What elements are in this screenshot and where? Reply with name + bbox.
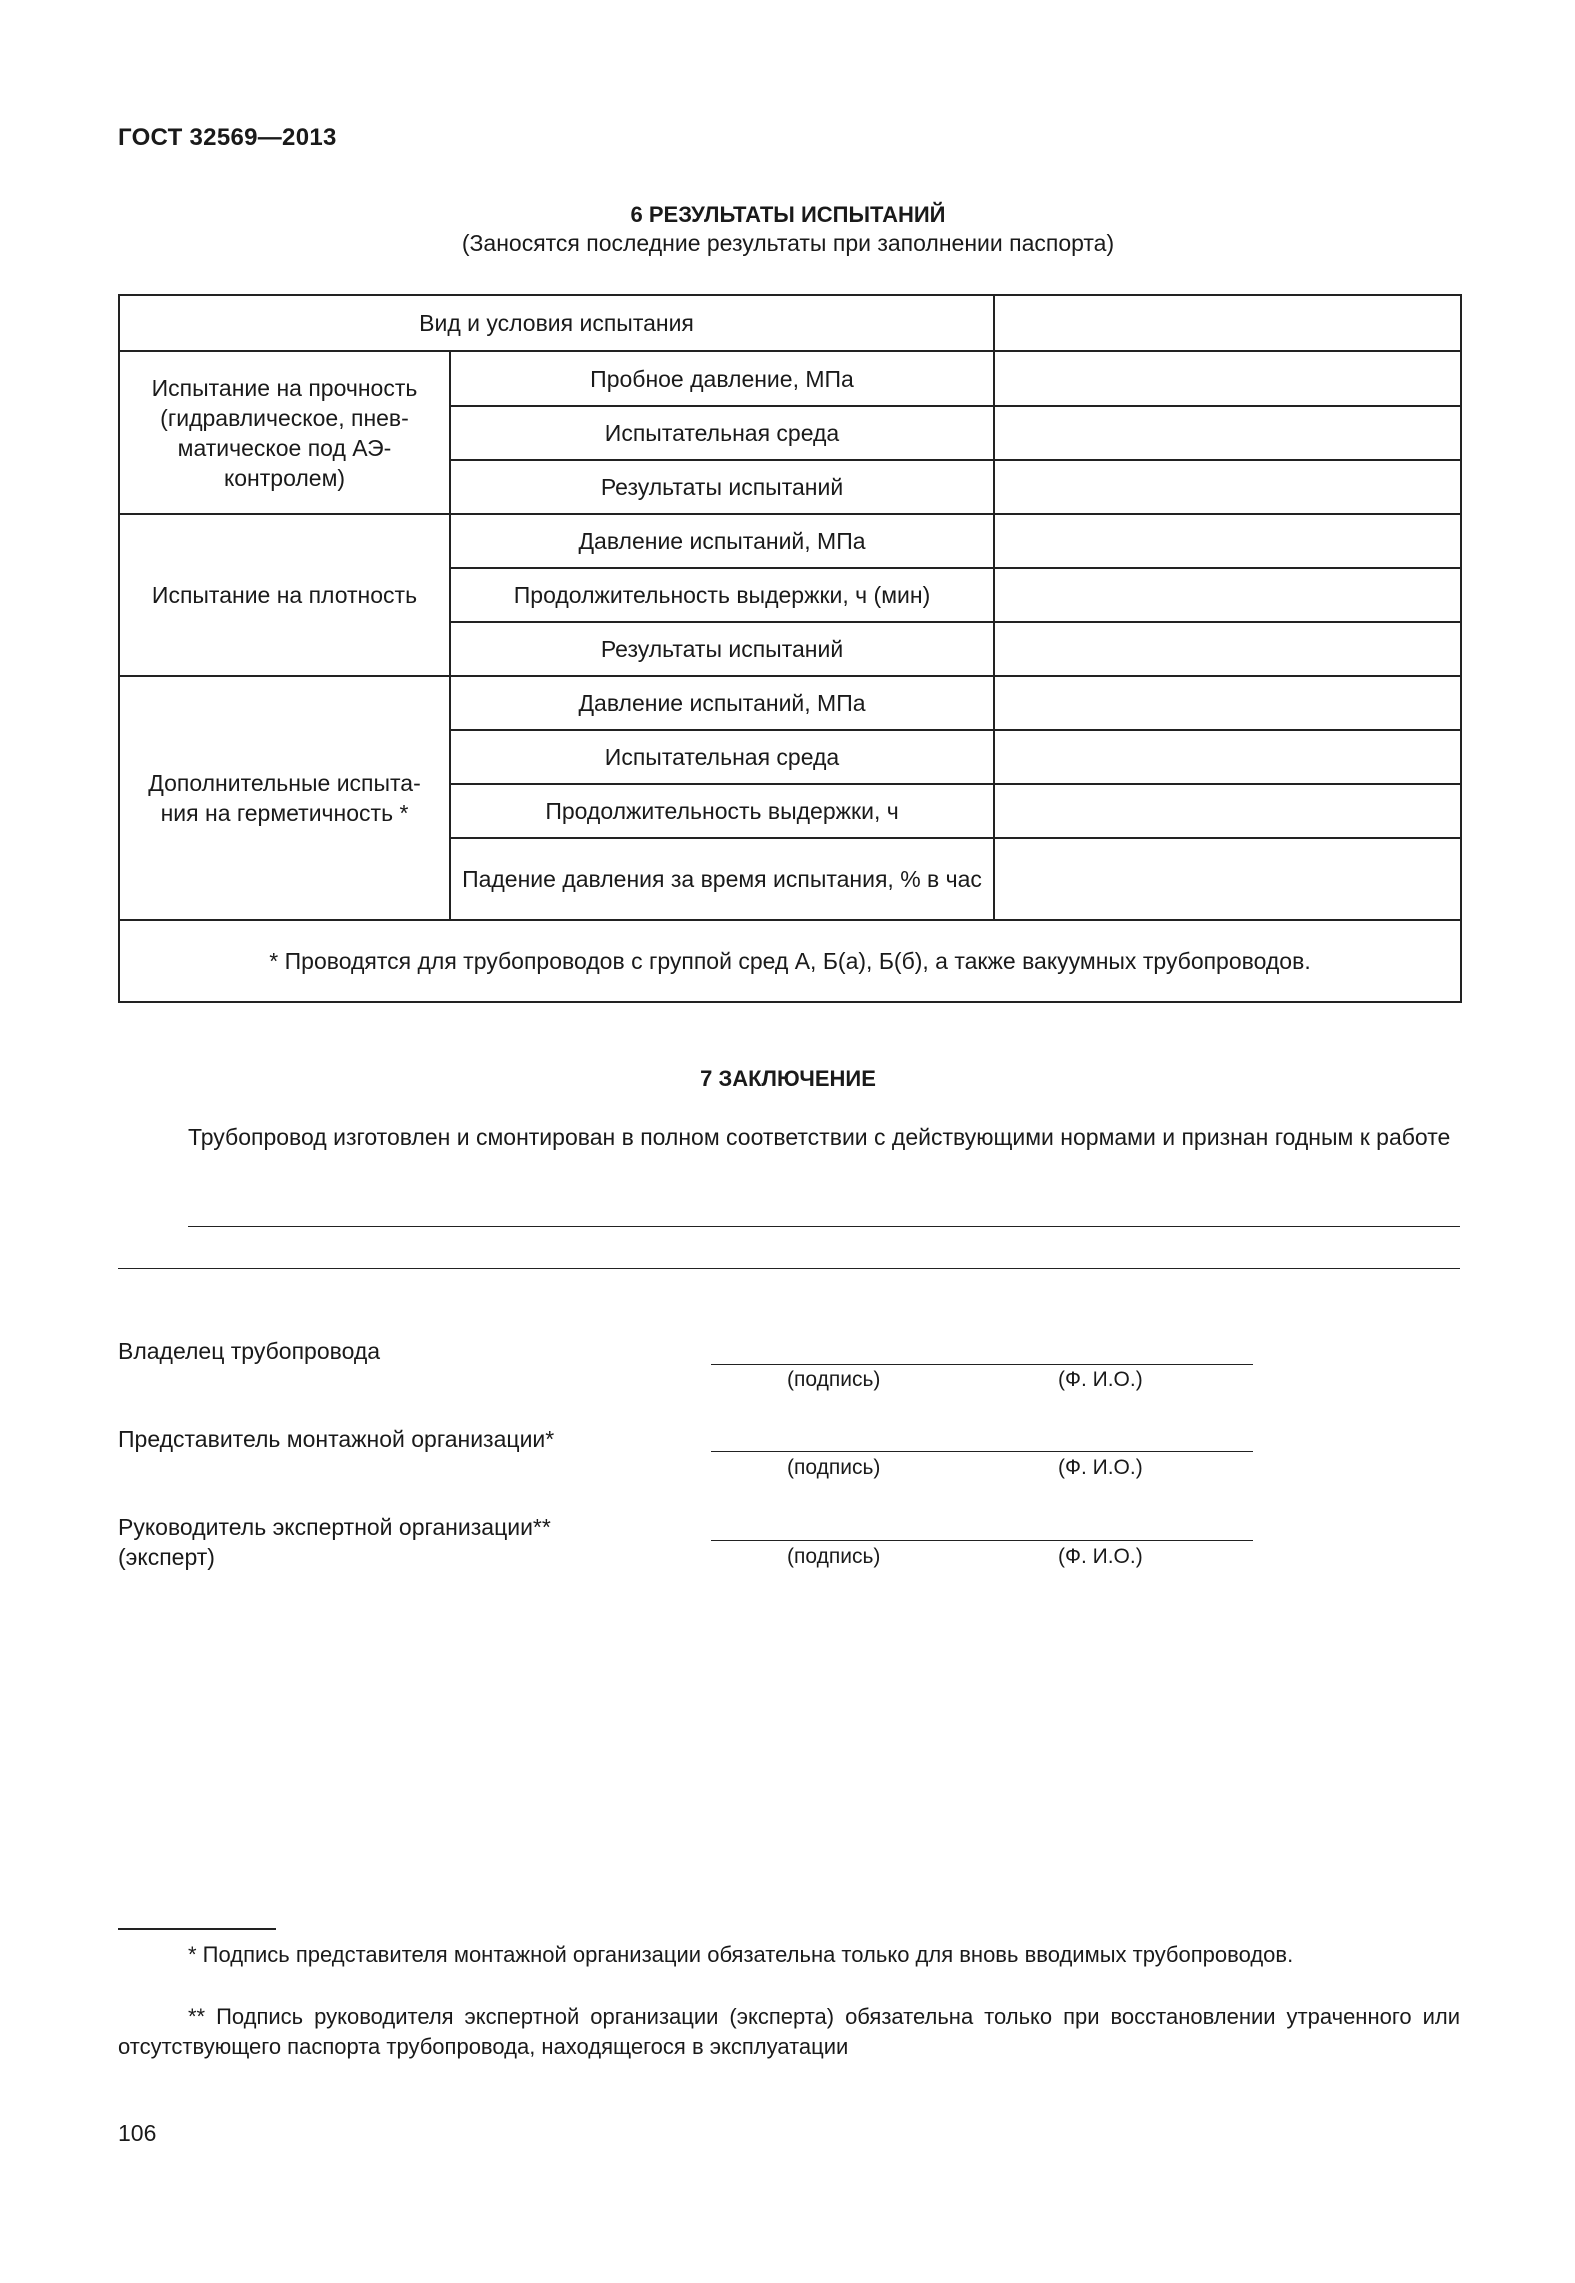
- group-tightness-test: Дополнительные испыта-ния на герметичность *: [119, 676, 450, 920]
- table-footnote: * Проводятся для трубопроводов с группой сред А, Б(а), Б(б), а также вакуумных трубопроводов.: [119, 920, 1461, 1002]
- section-7-title: 7 ЗАКЛЮЧЕНИЕ: [700, 1066, 876, 1091]
- signature-role-expert: Руководитель экспертной организации** (эксперт): [118, 1514, 551, 1570]
- signature-line-installer[interactable]: [711, 1451, 1253, 1452]
- row-label: Продолжительность выдержки, ч (мин): [450, 568, 994, 622]
- value-cell[interactable]: [994, 838, 1461, 920]
- group-strength-test: Испытание на прочность (гидравлическое, пнев-матическое под АЭ-контролем): [119, 351, 450, 514]
- value-cell[interactable]: [994, 295, 1461, 351]
- row-label: Давление испытаний, МПа: [450, 676, 994, 730]
- value-cell[interactable]: [994, 568, 1461, 622]
- section-6-title: 6 РЕЗУЛЬТАТЫ ИСПЫТАНИЙ: [630, 202, 946, 227]
- name-label: (Ф. И.О.): [1058, 1545, 1143, 1568]
- footnote-2: ** Подпись руководителя экспертной организации (эксперта) обязательна только при восстановлении утраченного или отсутствующего паспорта трубопровода, находящегося в эксплуатации: [118, 2004, 1460, 2059]
- signature-label: (подпись): [787, 1545, 881, 1568]
- value-cell[interactable]: [994, 730, 1461, 784]
- value-cell[interactable]: [994, 622, 1461, 676]
- row-label: Пробное давление, МПа: [450, 351, 994, 406]
- value-cell[interactable]: [994, 460, 1461, 514]
- signature-label: (подпись): [787, 1456, 881, 1479]
- value-cell[interactable]: [994, 406, 1461, 460]
- signature-role-installer: Представитель монтажной организации*: [118, 1426, 555, 1452]
- signature-label: (подпись): [787, 1368, 881, 1391]
- signature-role-owner: Владелец трубопровода: [118, 1338, 381, 1364]
- signature-line-expert[interactable]: [711, 1540, 1253, 1541]
- value-cell[interactable]: [994, 351, 1461, 406]
- signature-line-owner[interactable]: [711, 1364, 1253, 1365]
- test-results-table: [118, 294, 1462, 1003]
- section-6-subtitle: (Заносятся последние результаты при заполнении паспорта): [461, 230, 1115, 256]
- row-label: Давление испытаний, МПа: [450, 514, 994, 568]
- conclusion-text: Трубопровод изготовлен и смонтирован в полном соответствии с действующими нормами и признан годным к работе: [188, 1124, 1451, 1150]
- name-label: (Ф. И.О.): [1058, 1456, 1143, 1479]
- conclusion-line-2[interactable]: [118, 1268, 1460, 1269]
- footnote-1: * Подпись представителя монтажной организации обязательна только для вновь вводимых трубопроводов.: [188, 1942, 1294, 1967]
- footnote-separator: [118, 1928, 276, 1930]
- row-label: Результаты испытаний: [450, 460, 994, 514]
- row-label: Падение давления за время испытания, % в час: [450, 838, 994, 920]
- row-label: Испытательная среда: [450, 730, 994, 784]
- document-code: ГОСТ 32569—2013: [118, 124, 337, 151]
- name-label: (Ф. И.О.): [1058, 1368, 1143, 1391]
- conclusion-line-1[interactable]: [188, 1226, 1460, 1227]
- value-cell[interactable]: [994, 676, 1461, 730]
- row-label: Испытательная среда: [450, 406, 994, 460]
- value-cell[interactable]: [994, 514, 1461, 568]
- table-header: Вид и условия испытания: [119, 295, 994, 351]
- row-label: Результаты испытаний: [450, 622, 994, 676]
- page-number: 106: [118, 2120, 157, 2146]
- row-label: Продолжительность выдержки, ч: [450, 784, 994, 838]
- value-cell[interactable]: [994, 784, 1461, 838]
- group-density-test: Испытание на плотность: [119, 514, 450, 676]
